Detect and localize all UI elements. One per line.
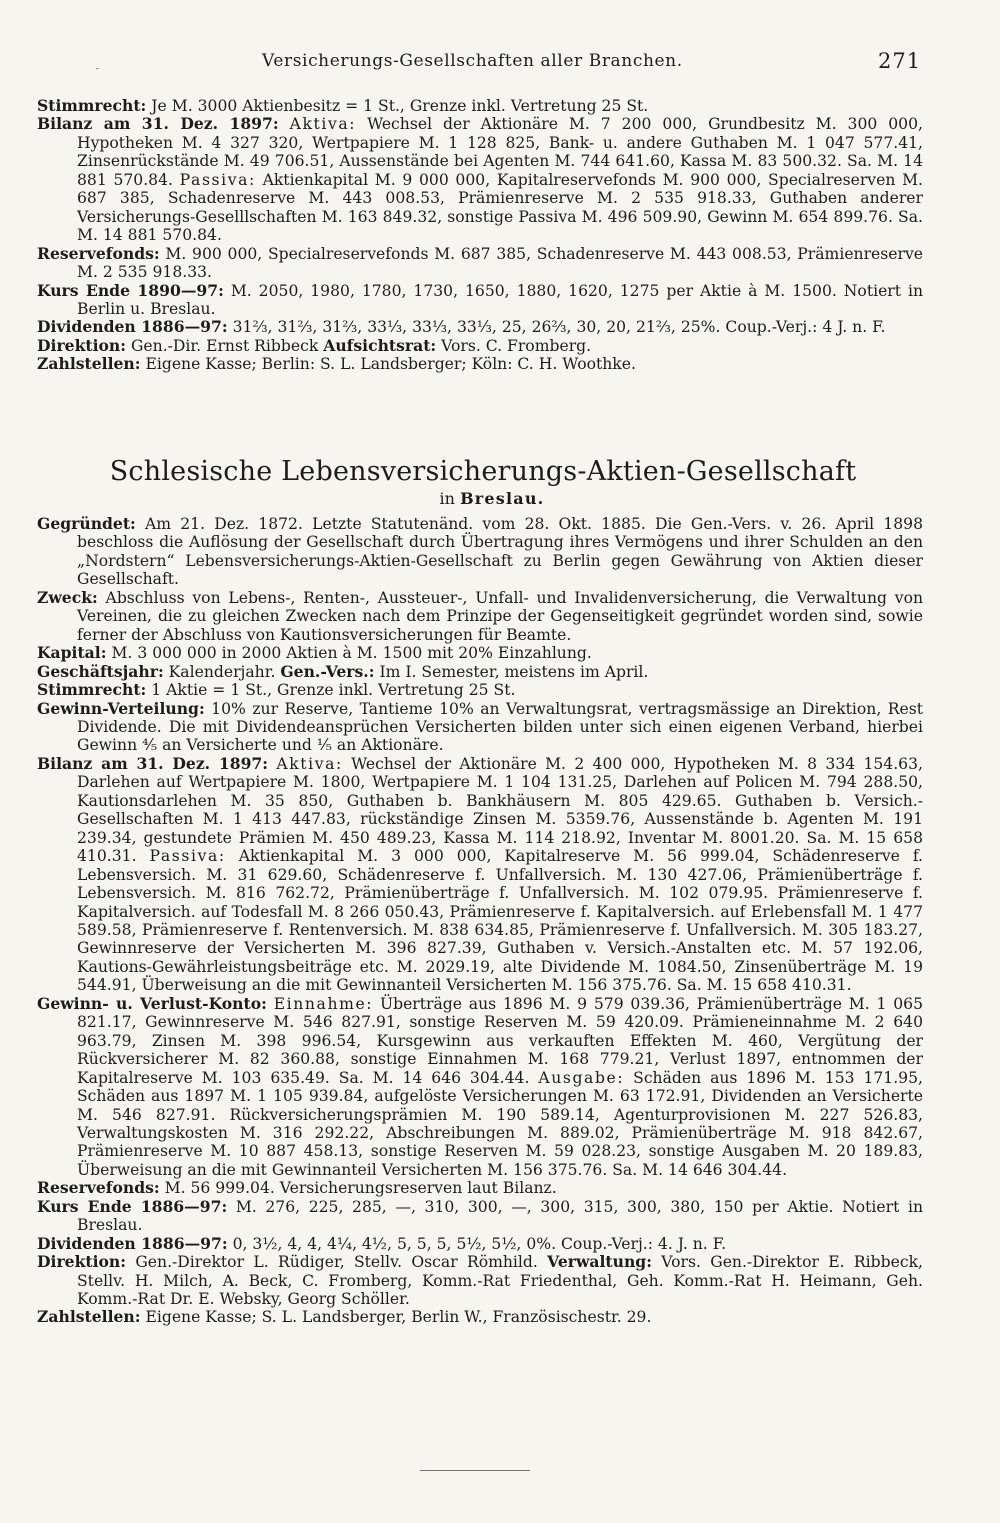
running-head: Versicherungs-Gesellschaften aller Branchen.: [262, 51, 683, 71]
text-kurs-2: M. 276, 225, 285, —, 310, 300, —, 300, 315, 300, 380, 150 per Aktie. Notiert in Breslau.: [77, 1197, 923, 1235]
word-passiva: Passiva:: [179, 170, 256, 189]
entry-dividenden-2: [37, 1235, 923, 1253]
header-mark: [96, 68, 99, 69]
entry-geschaeftsjahr: [37, 663, 923, 681]
text-kapital: M. 3 000 000 in 2000 Aktien à M. 1500 mit 20% Einzahlung.: [106, 644, 592, 663]
text-zweck: Abschluss von Lebens-, Renten-, Aussteuer-, Unfall- und Invalidenversicherung, die Verwaltung von Vereinen, die zu gleichen Zwecken nach dem Prinzipe der Gegenseitigkeit gegründet worden sind, sowie ferner der Abschluss von Kautionsversicherungen für Beamte.: [77, 588, 923, 644]
company-heading: [0, 455, 1000, 509]
text-bilanz-aktiva: Wechsel der Aktionäre M. 7 200 000, Grundbesitz M. 300 000, Hypotheken M. 4 327 320, Wertpapiere M. 1 128 825, Bank- u. andere Guthaben M. 1 047 577.41, Zinsenrückstände M. 49 706.51, Aussenstände bei Agenten M. 744 641.60, Kassa M. 83 500.32. Sa. M. 14 881 570.84.: [77, 115, 923, 189]
text-zahlstellen: Eigene Kasse; Berlin: S. L. Landsberger; Köln: C. H. Woothke.: [140, 355, 636, 374]
text-direktion: Gen.-Dir. Ernst Ribbeck: [126, 336, 324, 355]
text-bilanz-passiva: Aktienkapital M. 9 000 000, Kapitalreservefonds M. 900 000, Specialreserven M. 687 385, Schadenreserve M. 443 008.53, Prämienreserve M. 2 535 918.33, Guthaben anderer Versicherungs-Geselllschaften M. 163 849.32, sonstige Passiva M. 496 509.90, Gewinn M. 654 899.76. Sa. M. 14 881 570.84.: [77, 170, 923, 245]
label-reservefonds: Reservefonds:: [37, 243, 160, 263]
label-gegruendet: Gegründet:: [37, 514, 136, 533]
label-stimmrecht: Stimmrecht:: [37, 96, 147, 115]
company-section: [37, 515, 923, 1327]
word-passiva-2: Passiva:: [149, 847, 226, 866]
previous-company-section: [37, 97, 923, 374]
entry-reservefonds-2: [37, 1179, 923, 1197]
word-aktiva: Aktiva:: [289, 115, 357, 134]
entry-kurs: [37, 282, 923, 319]
text-zahlstellen-2: Eigene Kasse; S. L. Landsberger, Berlin W., Französischestr. 29.: [140, 1308, 652, 1327]
text-bilanz-aktiva-2: Wechsel der Aktionäre M. 2 400 000, Hypotheken M. 8 334 154.63, Darlehen auf Wertpapiere M. 1800, Wertpapiere M. 1 104 131.25, Darlehen auf Policen M. 794 288.50, Kautionsdarlehen M. 35 850, Guthaben b. Bankhäusern M. 805 429.65. Guthaben b. Versich.-Gesellschaften M. 1 413 447.83, rückständige Zinsen M. 5359.76, Aussenstände b. Agenten M. 191 239.34, gestundete Prämien M. 450 489.23, Kassa M. 114 218.92, Inventar M. 8001.20. Sa. M. 15 658 410.31.: [77, 754, 923, 866]
entry-bilanz: [37, 115, 923, 244]
text-direktion-2: Gen.-Direktor L. Rüdiger, Stellv. Oscar Römhild.: [126, 1253, 548, 1272]
text-gegruendet: Am 21. Dez. 1872. Letzte Statutenänd. vom 28. Okt. 1885. Die Gen.-Vers. v. 26. April 1898 beschloss die Auflösung der Gesellschaft durch Übertragung ihres Vermögens und ihrer Schulden an den „Nordstern“ Lebensversicherungs-Aktien-Gesellschaft zu Berlin gegen Gewährung von Aktien dieser Gesellschaft.: [77, 515, 923, 589]
entry-direktion: [37, 337, 923, 355]
label-aufsichtsrat: Aufsichtsrat:: [323, 335, 437, 355]
label-gewinn-verlust: Gewinn- u. Verlust-Konto:: [37, 993, 267, 1013]
company-title: Schlesische Lebensversicherungs-Aktien-Gesellschaft: [109, 456, 857, 487]
label-stimmrecht-2: Stimmrecht:: [37, 680, 147, 700]
label-zahlstellen: Zahlstellen:: [37, 354, 141, 374]
entry-gegruendet: [37, 515, 923, 589]
label-reservefonds-2: Reservefonds:: [37, 1178, 160, 1198]
text-guv-ausgabe: Schäden aus 1896 M. 153 171.95, Schäden aus 1897 M. 1 105 939.84, aufgelöste Versicherungen M. 63 172.91, Dividenden an Versicherte M. 546 827.91. Rückversicherungsprämien M. 190 589.14, Agenturprovisionen M. 227 526.83, Verwaltungskosten M. 316 292.22, Abschreibungen M. 889.02, Prämienüberträge M. 918 842.67, Prämienreserve M. 10 887 458.13, sonstige Reserven M. 59 028.23, sonstige Ausgaben M. 20 189.83, Überweisung an die mit Gewinnanteil Versicherten M. 156 375.76. Sa. M. 14 646 304.44.: [77, 1068, 923, 1179]
page-number: 271: [878, 49, 922, 73]
entry-direktion-2: [37, 1253, 923, 1308]
text-guv-einnahme: Überträge aus 1896 M. 9 579 039.36, Prämienüberträge M. 1 065 821.17, Gewinnreserve M. 546 827.91, sonstige Reserven M. 59 420.09. Prämieneinnahme M. 2 640 963.79, Zinsen M. 398 996.54, Kursgewinn aus verkauften Effekten M. 460, Vergütung der Rückversicherer M. 82 360.88, sonstige Einnahmen M. 168 779.21, Verlust 1897, entnommen der Kapitalreserve M. 103 635.49. Sa. M. 14 646 304.44.: [77, 994, 923, 1087]
closing-rule: [420, 1470, 530, 1471]
entry-bilanz-2: [37, 755, 923, 995]
text-aufsichtsrat: Vors. C. Fromberg.: [436, 336, 592, 355]
label-verwaltung: Verwaltung:: [547, 1252, 652, 1272]
text-stimmrecht-2: 1 Aktie = 1 St., Grenze inkl. Vertretung 25 St.: [146, 681, 516, 700]
label-genvers: Gen.-Vers.:: [280, 661, 375, 681]
label-bilanz-2: Bilanz am 31. Dez. 1897:: [37, 753, 269, 773]
label-kurs: Kurs Ende 1890—97:: [37, 280, 224, 300]
label-dividenden: Dividenden 1886—97:: [37, 317, 228, 337]
text-dividenden-2: 0, 3½, 4, 4, 4¼, 4½, 5, 5, 5, 5½, 5½, 0%. Coup.-Verj.: 4. J. n. F.: [227, 1234, 727, 1253]
label-direktion-2: Direktion:: [37, 1252, 127, 1272]
text-geschaeftsjahr: Kalenderjahr.: [163, 662, 281, 681]
entry-gewinn-verlust: [37, 995, 923, 1180]
word-einnahme: Einnahme:: [273, 994, 374, 1013]
label-bilanz: Bilanz am 31. Dez. 1897:: [37, 114, 279, 134]
entry-stimmrecht: [37, 97, 923, 115]
label-zweck: Zweck:: [37, 587, 98, 607]
text-dividenden: 31⅔, 31⅔, 31⅔, 33⅓, 33⅓, 33⅓, 25, 26⅔, 30, 20, 21⅔, 25%. Coup.-Verj.: 4 J. n. F.: [227, 318, 886, 337]
entry-kapital: [37, 644, 923, 662]
entry-zahlstellen-2: [37, 1308, 923, 1326]
word-aktiva-2: Aktiva:: [276, 754, 343, 773]
text-verwaltung: Vors. Gen.-Direktor E. Ribbeck, Stellv. H. Milch, A. Beck, C. Fromberg, Komm.-Rat Friedenthal, Geh. Komm.-Rat H. Heimann, Geh. Komm.-Rat Dr. E. Websky, Georg Schöller.: [77, 1253, 923, 1309]
location-city: Breslau.: [460, 489, 545, 508]
label-dividenden-2: Dividenden 1886—97:: [37, 1233, 228, 1253]
entry-gewinnverteilung: [37, 700, 923, 755]
entry-zahlstellen: [37, 355, 923, 373]
text-reservefonds: M. 900 000, Specialreservefonds M. 687 385, Schadenreserve M. 443 008.53, Prämienreserve M. 2 535 918.33.: [77, 244, 923, 282]
text-stimmrecht: Je M. 3000 Aktienbesitz = 1 St., Grenze inkl. Vertretung 25 St.: [146, 97, 649, 115]
label-zahlstellen-2: Zahlstellen:: [37, 1307, 141, 1327]
text-bilanz-passiva-2: Aktienkapital M. 3 000 000, Kapitalreserve M. 56 999.04, Schädenreserve f. Lebensversich. M. 31 629.60, Schädenreserve f. Unfallversich. M. 130 427.06, Prämienüberträge f. Lebensversich. M. 816 762.72, Prämienüberträge f. Unfallversich. M. 102 079.95. Prämienreserve f. Kapitalversich. auf Todesfall M. 8 266 050.43, Prämienreserve f. Kapitalversich. auf Erlebensfall M. 1 477 589.58, Prämienreserve f. Rentenversich. M. 838 634.85, Prämienreserve f. Unfallversich. M. 305 183.27, Gewinnreserve der Versicherten M. 396 827.39, Guthaben v. Versich.-Anstalten etc. M. 57 192.06, Kautions-Gewährleistungsbeiträge etc. M. 2029.19, alte Dividende M. 1084.50, Zinsenüberträge M. 19 544.91, Überweisung an die mit Gewinnanteil Versicherten M. 156 375.76. Sa. M. 15 658 410.31.: [77, 847, 923, 995]
entry-stimmrecht-2: [37, 681, 923, 699]
label-gewinnverteilung: Gewinn-Verteilung:: [37, 698, 205, 718]
entry-zweck: [37, 589, 923, 644]
text-reservefonds-2: M. 56 999.04. Versicherungsreserven laut Bilanz.: [159, 1179, 557, 1198]
page-header: [0, 47, 1000, 77]
label-geschaeftsjahr: Geschäftsjahr:: [37, 661, 164, 681]
text-gewinnverteilung: 10% zur Reserve, Tantieme 10% an Verwaltungsrat, vertragsmässige an Direktion, Rest Dividende. Die mit Dividendeansprüchen Versicherten bilden unter sich einen eigenen Verband, hierbei Gewinn ⁴⁄₅ an Versicherte und ¹⁄₅ an Aktionäre.: [77, 699, 923, 755]
label-direktion: Direktion:: [37, 335, 127, 355]
word-ausgabe: Ausgabe:: [538, 1068, 625, 1087]
label-kurs-2: Kurs Ende 1886—97:: [37, 1196, 228, 1216]
entry-kurs-2: [37, 1198, 923, 1235]
text-genvers: Im I. Semester, meistens im April.: [374, 662, 649, 681]
location-prefix: in: [439, 489, 461, 508]
label-kapital: Kapital:: [37, 643, 107, 663]
entry-dividenden: [37, 318, 923, 336]
entry-reservefonds: [37, 245, 923, 282]
company-location: [0, 489, 1000, 509]
text-kurs: M. 2050, 1980, 1780, 1730, 1650, 1880, 1620, 1275 per Aktie à M. 1500. Notiert in Berlin u. Breslau.: [77, 281, 923, 318]
